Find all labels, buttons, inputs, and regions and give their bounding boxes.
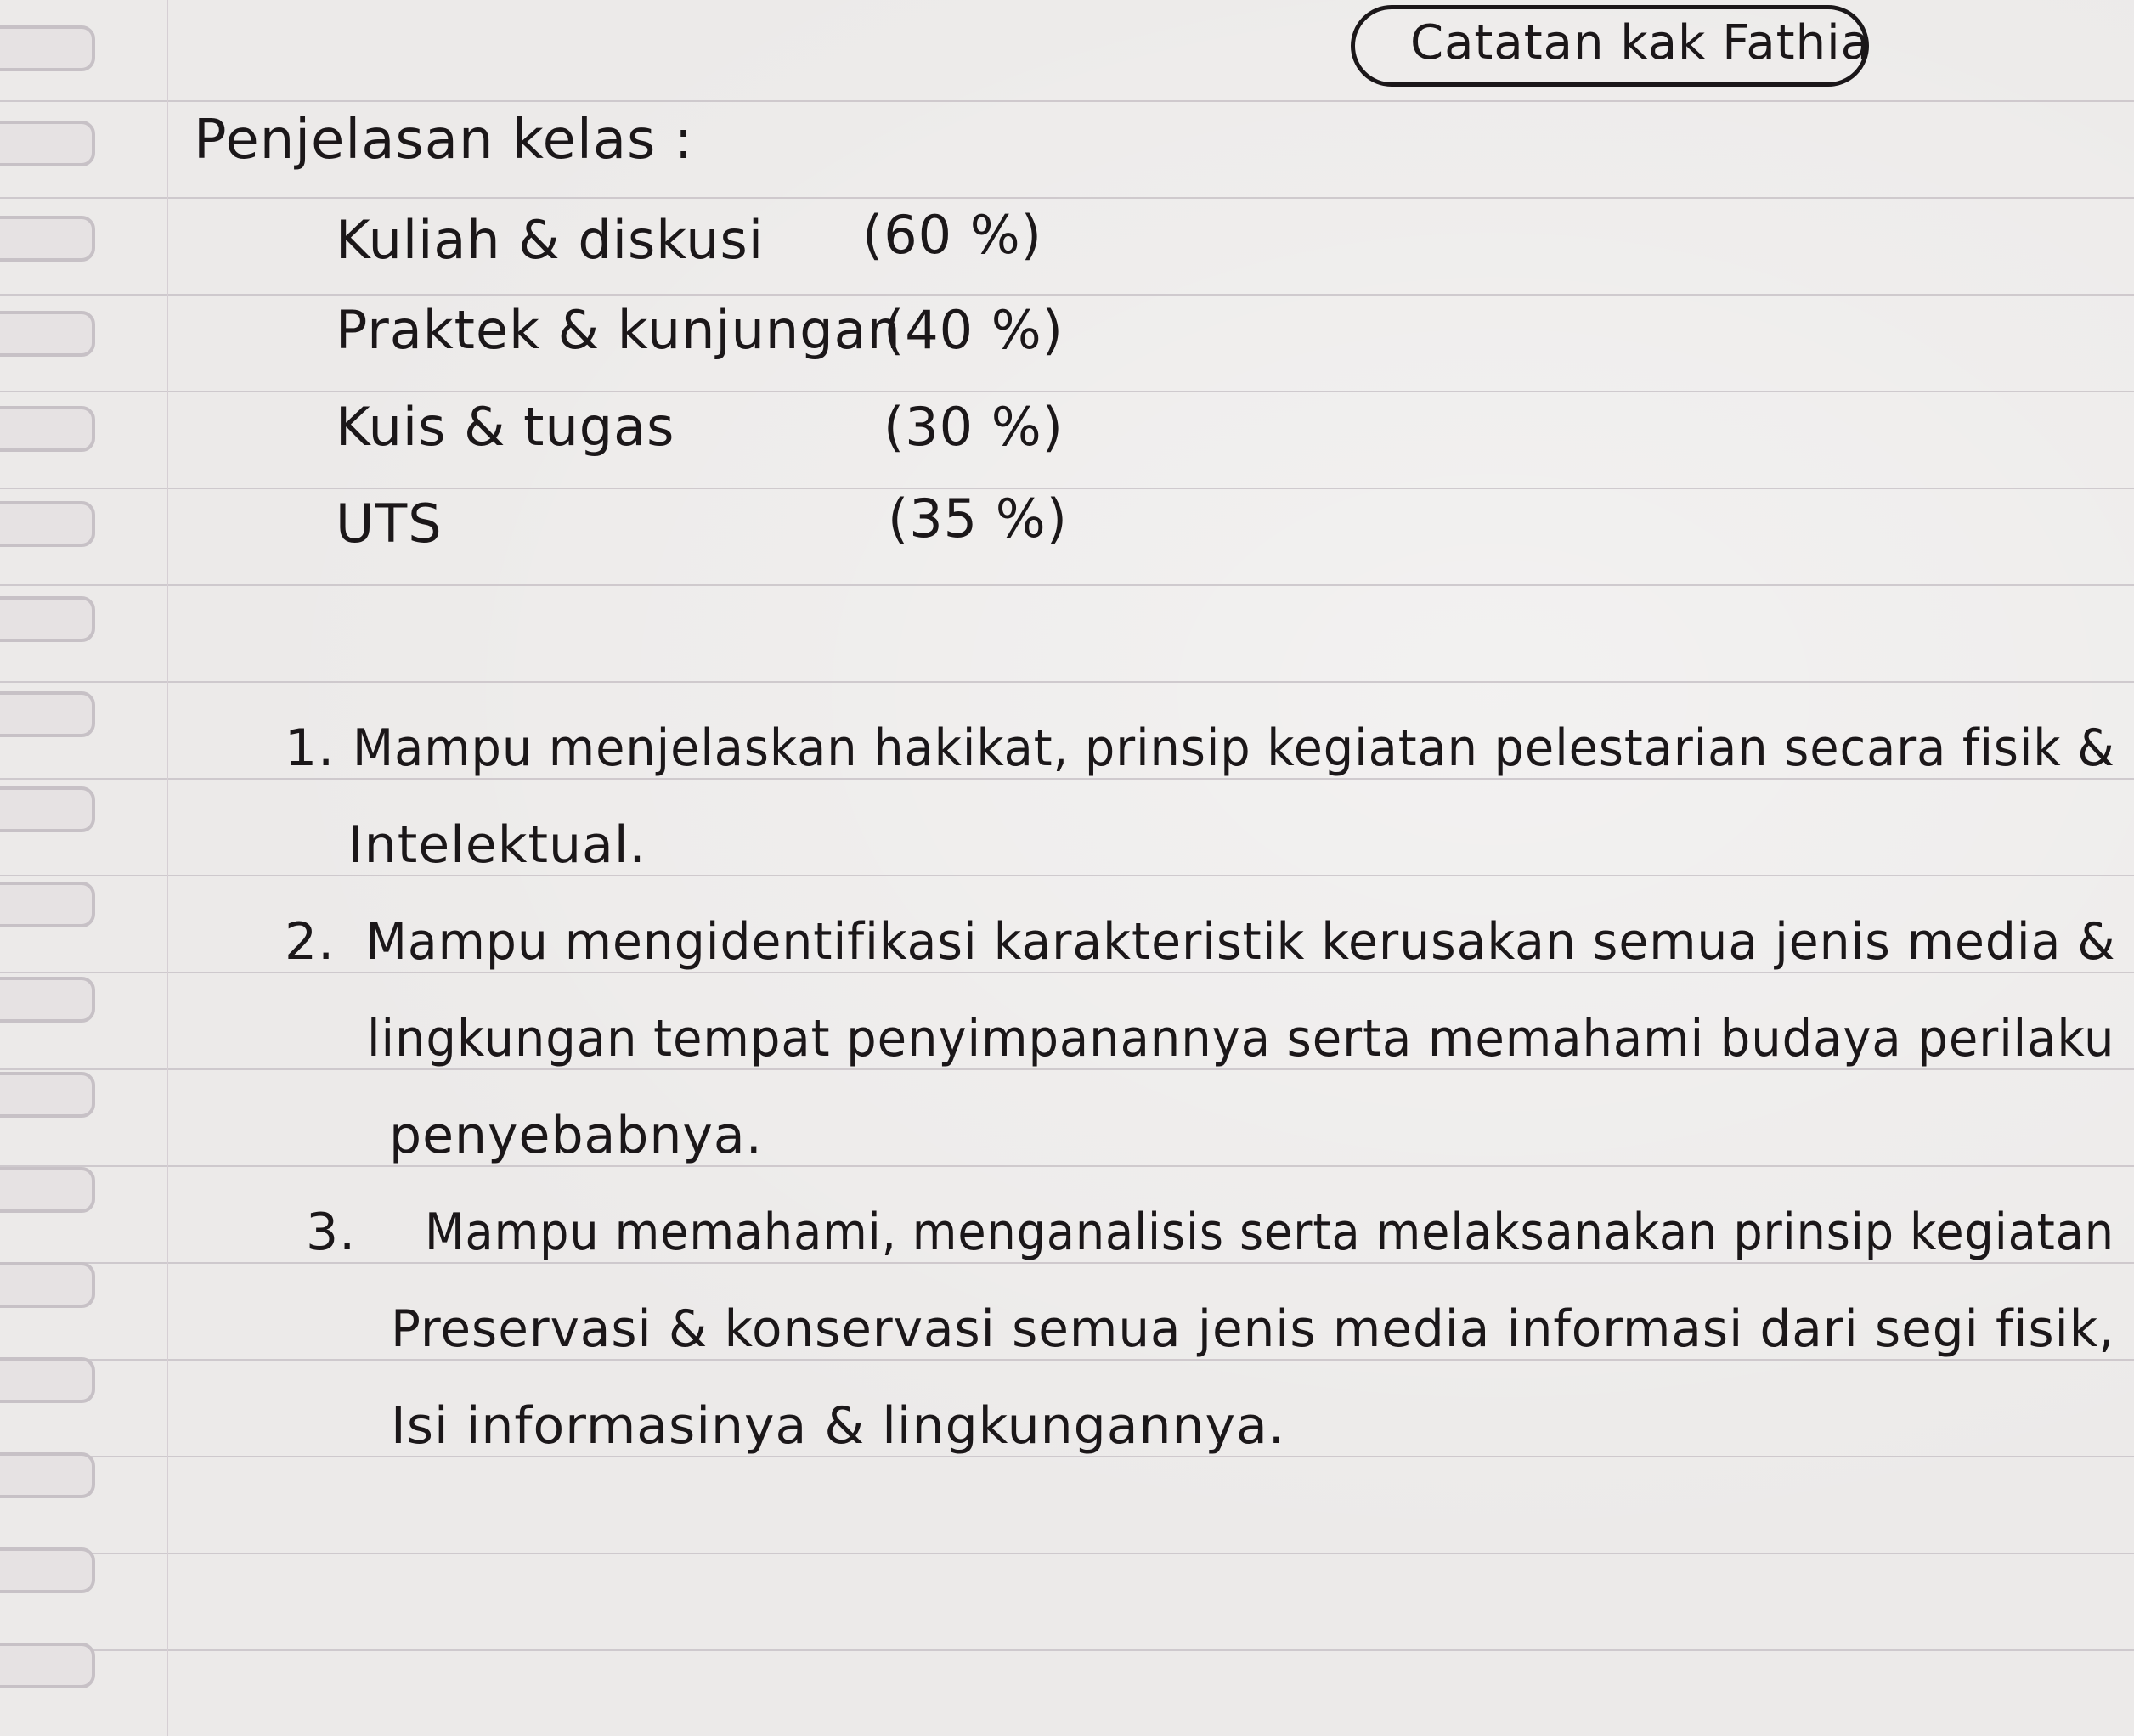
assessment-label: UTS bbox=[336, 493, 443, 555]
binder-hole bbox=[0, 406, 95, 452]
objective-number: 2. bbox=[285, 912, 336, 972]
ruled-line bbox=[0, 1359, 2134, 1361]
binder-hole bbox=[0, 1167, 95, 1213]
binder-hole bbox=[0, 882, 95, 927]
ruled-line bbox=[0, 972, 2134, 973]
objective-line: lingkungan tempat penyimpanannya serta memahami budaya perilaku bbox=[367, 1009, 2115, 1068]
ruled-line bbox=[0, 681, 2134, 683]
binder-hole bbox=[0, 216, 95, 262]
binder-hole bbox=[0, 691, 95, 737]
ruled-line bbox=[0, 1262, 2134, 1264]
objective-line: Intelektual. bbox=[348, 815, 646, 875]
binder-hole bbox=[0, 977, 95, 1023]
binder-hole bbox=[0, 1262, 95, 1308]
objective-line: Isi informasinya & lingkungannya. bbox=[391, 1396, 1285, 1456]
ruled-line bbox=[0, 1068, 2134, 1070]
binder-hole bbox=[0, 1452, 95, 1498]
ruled-line bbox=[0, 1649, 2134, 1651]
assessment-label: Praktek & kunjungan bbox=[336, 299, 901, 361]
objective-number: 1. bbox=[285, 719, 336, 778]
ruled-line bbox=[0, 778, 2134, 780]
ruled-line bbox=[0, 391, 2134, 392]
ruled-line bbox=[0, 1165, 2134, 1167]
binder-hole bbox=[0, 311, 95, 357]
assessment-weight: (40 %) bbox=[884, 299, 1064, 361]
binder-hole bbox=[0, 1547, 95, 1593]
binder-hole bbox=[0, 25, 95, 71]
binder-hole bbox=[0, 596, 95, 642]
ruled-line bbox=[0, 875, 2134, 876]
margin-line bbox=[167, 0, 168, 1736]
ruled-line bbox=[0, 100, 2134, 102]
binder-hole bbox=[0, 501, 95, 547]
ruled-line bbox=[0, 584, 2134, 586]
assessment-weight: (35 %) bbox=[888, 488, 1068, 550]
assessment-label: Kuliah & diskusi bbox=[336, 209, 765, 271]
assessment-label: Kuis & tugas bbox=[336, 396, 675, 458]
binder-hole bbox=[0, 1643, 95, 1688]
ruled-line bbox=[0, 1553, 2134, 1554]
ruled-line bbox=[0, 294, 2134, 296]
ruled-line bbox=[0, 197, 2134, 199]
binder-hole bbox=[0, 1357, 95, 1403]
binder-hole bbox=[0, 786, 95, 832]
objective-line: Mampu menjelaskan hakikat, prinsip kegiatan pelestarian secara fisik & bbox=[353, 719, 2115, 778]
objective-line: Mampu memahami, menganalisis serta melaksanakan prinsip kegiatan bbox=[425, 1203, 2114, 1262]
objective-line: Mampu mengidentifikasi karakteristik kerusakan semua jenis media & bbox=[365, 912, 2116, 972]
section-heading: Penjelasan kelas : bbox=[194, 109, 694, 172]
binder-hole bbox=[0, 121, 95, 166]
ruled-line bbox=[0, 1456, 2134, 1457]
author-tag: Catatan kak Fathia bbox=[1410, 15, 1871, 70]
objective-line: penyebabnya. bbox=[389, 1106, 763, 1165]
objective-number: 3. bbox=[306, 1203, 357, 1262]
assessment-weight: (60 %) bbox=[862, 204, 1042, 266]
assessment-weight: (30 %) bbox=[884, 396, 1064, 458]
binder-hole bbox=[0, 1072, 95, 1118]
objective-line: Preservasi & konservasi semua jenis media informasi dari segi fisik, bbox=[391, 1299, 2115, 1359]
